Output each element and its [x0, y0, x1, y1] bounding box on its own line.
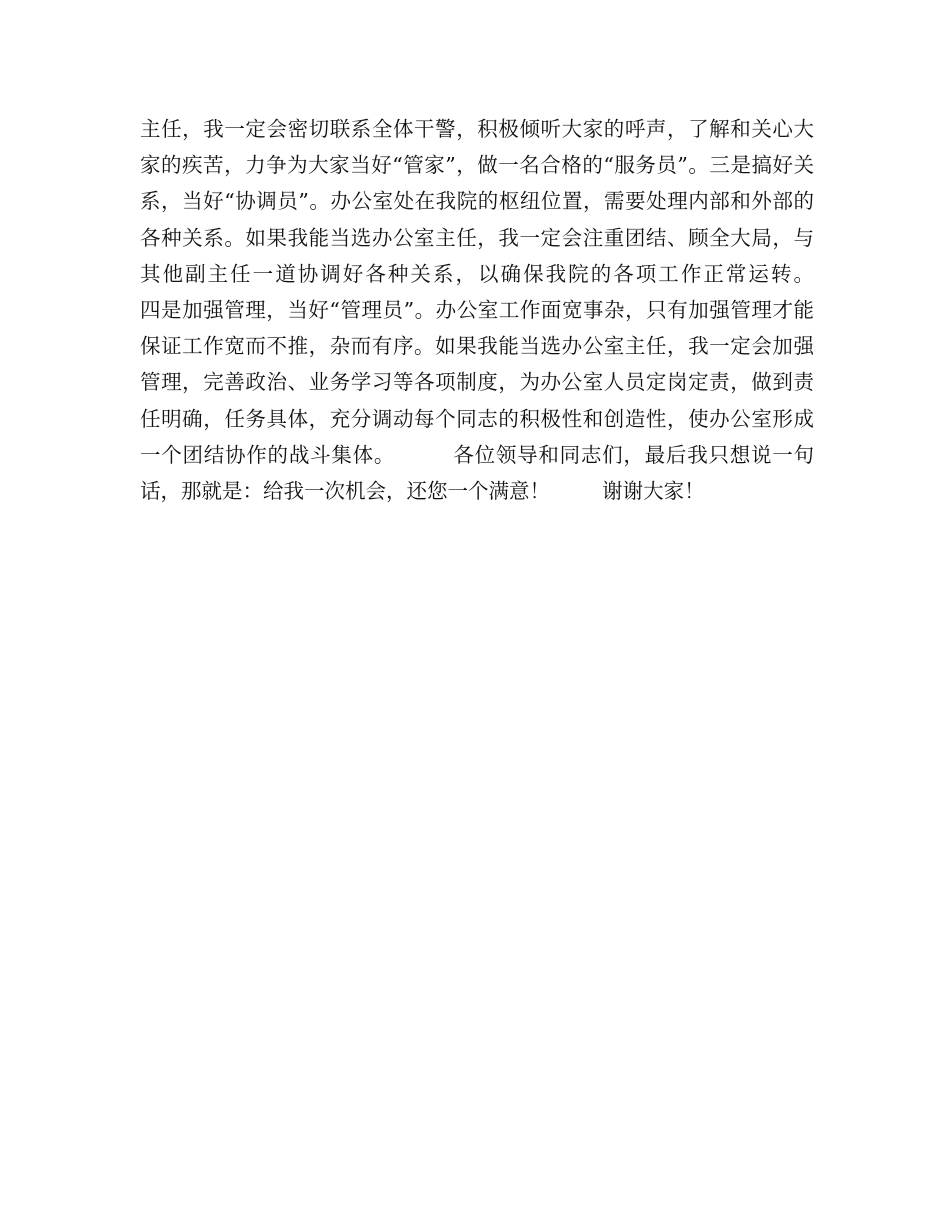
body-paragraph: 主任，我一定会密切联系全体干警，积极倾听大家的呼声，了解和关心大家的疾苦，力争为大家当好“管家”，做一名合格的“服务员”。三是搞好关系，当好“协调员”。办公室处在我院的枢纽位置，需要处理内部和外部的各种关系。如果我能当选办公室主任，我一定会注重团结、顾全大局，与其他副主任一道协调好各种关系，以确保我院的各项工作正常运转。 四是加强管理，当好“管理员”。办公室工作面宽事杂，只有加强管理才能保证工作宽而不推，杂而有序。如果我能当选办公室主任，我一定会加强管理，完善政治、业务学习等各项制度，为办公室人员定岗定责，做到责任明确，任务具体，充分调动每个同志的积极性和创造性，使办公室形成一个团结协作的战斗集体。 各位领导和同志们，最后我只想说一句话，那就是：给我一次机会，还您一个满意！ 谢谢大家！ — [140, 117, 867, 504]
